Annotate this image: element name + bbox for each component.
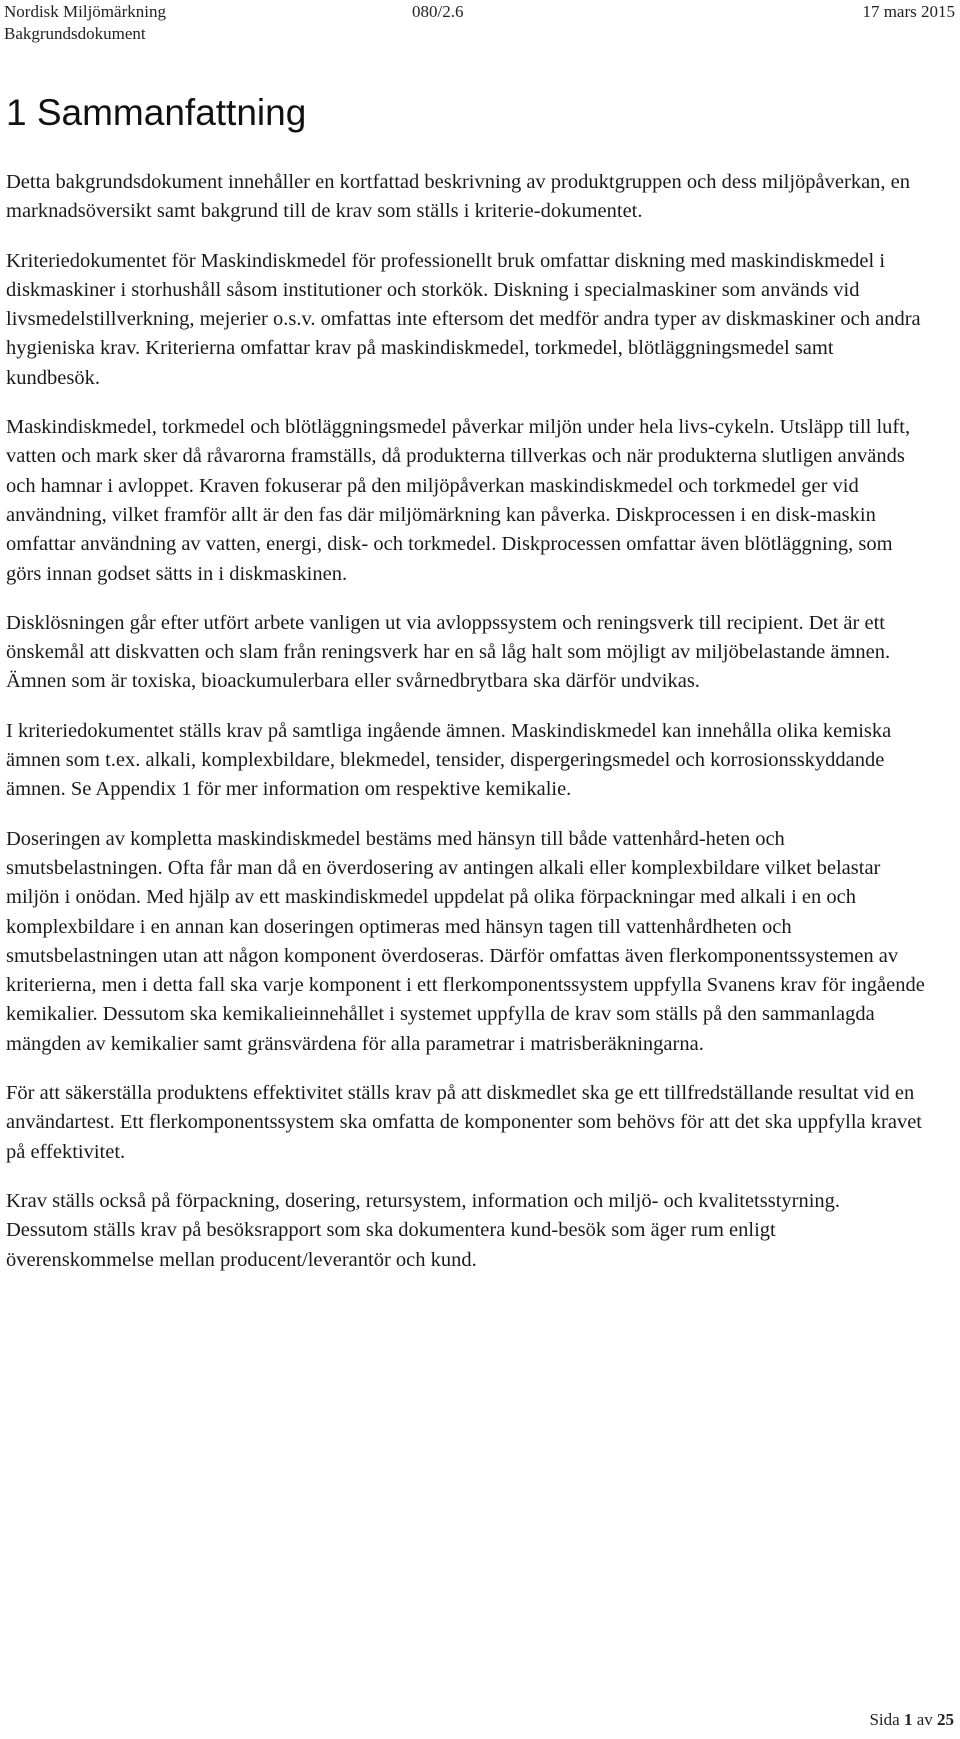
paragraph-other-requirements: Krav ställs också på förpackning, dosering, retursystem, information och miljö- och kvalitetsstyrning. Dessutom ställs krav på besöksrapport som ska dokumentera kund-besök som äger rum enligt överenskommelse mellan producent/leverantör och kund. — [6, 1189, 841, 1271]
paragraph-dosing: Doseringen av kompletta maskindiskmedel bestäms med hänsyn till både vattenhård-heten och smutsbelastningen. Ofta får man då en överdosering av antingen alkali eller komplexbildare vilket belastar miljön i onödan. Med hjälp av ett maskindiskmedel uppdelat på olika förpackningar med alkali i en och komplexbildare i en annan kan doseringen optimeras med hänsyn tagen till vattenhårdheten och smutsbelastningen utan att någon komponent överdoseras. Därför omfattas även flerkomponentssystemen av kriterierna, men i detta fall ska varje komponent i ett flerkomponentssystem uppfylla Svanens krav för ingående kemikalier. Dessutom ska kemikalieinnehållet i systemet uppfylla de krav som ställs på den sammanlagda mängden av kemikalier samt gränsvärdena för alla parametrar i matrisberäkningarna. — [6, 827, 925, 1055]
paragraph-environmental-impact: Maskindiskmedel, torkmedel och blötläggningsmedel påverkar miljön under hela livs-cykeln. Utsläpp till luft, vatten och mark sker då råvarorna framställs, då produkterna tillverkas och när produkterna slutligen används och hamnar i avloppet. Kraven fokuserar på den miljöpåverkan maskindiskmedel och torkmedel ger vid användning, vilket framför allt är den fas där miljömärkning kan påverka. Diskprocessen i en disk-maskin omfattar användning av vatten, energi, disk- och torkmedel. Diskprocessen omfattar även blötläggning, som görs innan godset sätts in i diskmaskinen. — [6, 416, 911, 585]
document-date: 17 mars 2015 — [862, 2, 955, 21]
paragraph-scope: Kriteriedokumentet för Maskindiskmedel för professionellt bruk omfattar diskning med maskindiskmedel i diskmaskiner i storhushåll såsom institutioner och storkök. Diskning i specialmaskiner som används vid livsmedelstillverkning, mejerier o.s.v. omfattas inte eftersom det medför andra typer av diskmaskiner och andra hygieniska krav. Kriterierna omfattar krav på maskindiskmedel, torkmedel, blötläggningsmedel samt kundbesök. — [6, 249, 921, 389]
page-header — [0, 0, 960, 50]
page-number: 1 — [903, 1710, 913, 1729]
page-prefix: Sida — [869, 1710, 900, 1729]
document-type: Bakgrundsdokument — [4, 24, 146, 43]
paragraph-chemical-requirements: I kriteriedokumentet ställs krav på samtliga ingående ämnen. Maskindiskmedel kan innehålla olika kemiska ämnen som t.ex. alkali, komplexbildare, blekmedel, tensider, dispergeringsmedel och korrosionsskyddande ämnen. Se Appendix 1 för mer information om respektive kemikalie. — [6, 719, 892, 801]
page-footer — [869, 1710, 954, 1730]
page-separator: av — [916, 1710, 933, 1729]
document-number: 080/2.6 — [412, 2, 464, 21]
organization-name: Nordisk Miljömärkning — [4, 2, 166, 21]
section-heading: 1 Sammanfattning — [6, 92, 307, 133]
page-total: 25 — [937, 1710, 954, 1729]
paragraph-summary-intro: Detta bakgrundsdokument innehåller en kortfattad beskrivning av produktgruppen och dess miljöpåverkan, en marknadsöversikt samt bakgrund till de krav som ställs i kriterie-dokumentet. — [6, 171, 911, 223]
paragraph-effectiveness: För att säkerställa produktens effektivitet ställs krav på att diskmedlet ska ge ett tillfredställande resultat vid en användartest. Ett flerkomponentssystem ska omfatta de komponenter som behövs för att det ska uppfylla kravet på effektivitet. — [6, 1082, 922, 1163]
paragraph-wastewater: Disklösningen går efter utfört arbete vanligen ut via avloppssystem och reningsverk till recipient. Det är ett önskemål att diskvatten och slam från reningsverk har en så låg halt som möjligt av miljöbelastande ämnen. Ämnen som är toxiska, bioackumulerbara eller svårnedbrytbara ska därför undvikas. — [6, 611, 891, 693]
document-body — [6, 88, 926, 1295]
